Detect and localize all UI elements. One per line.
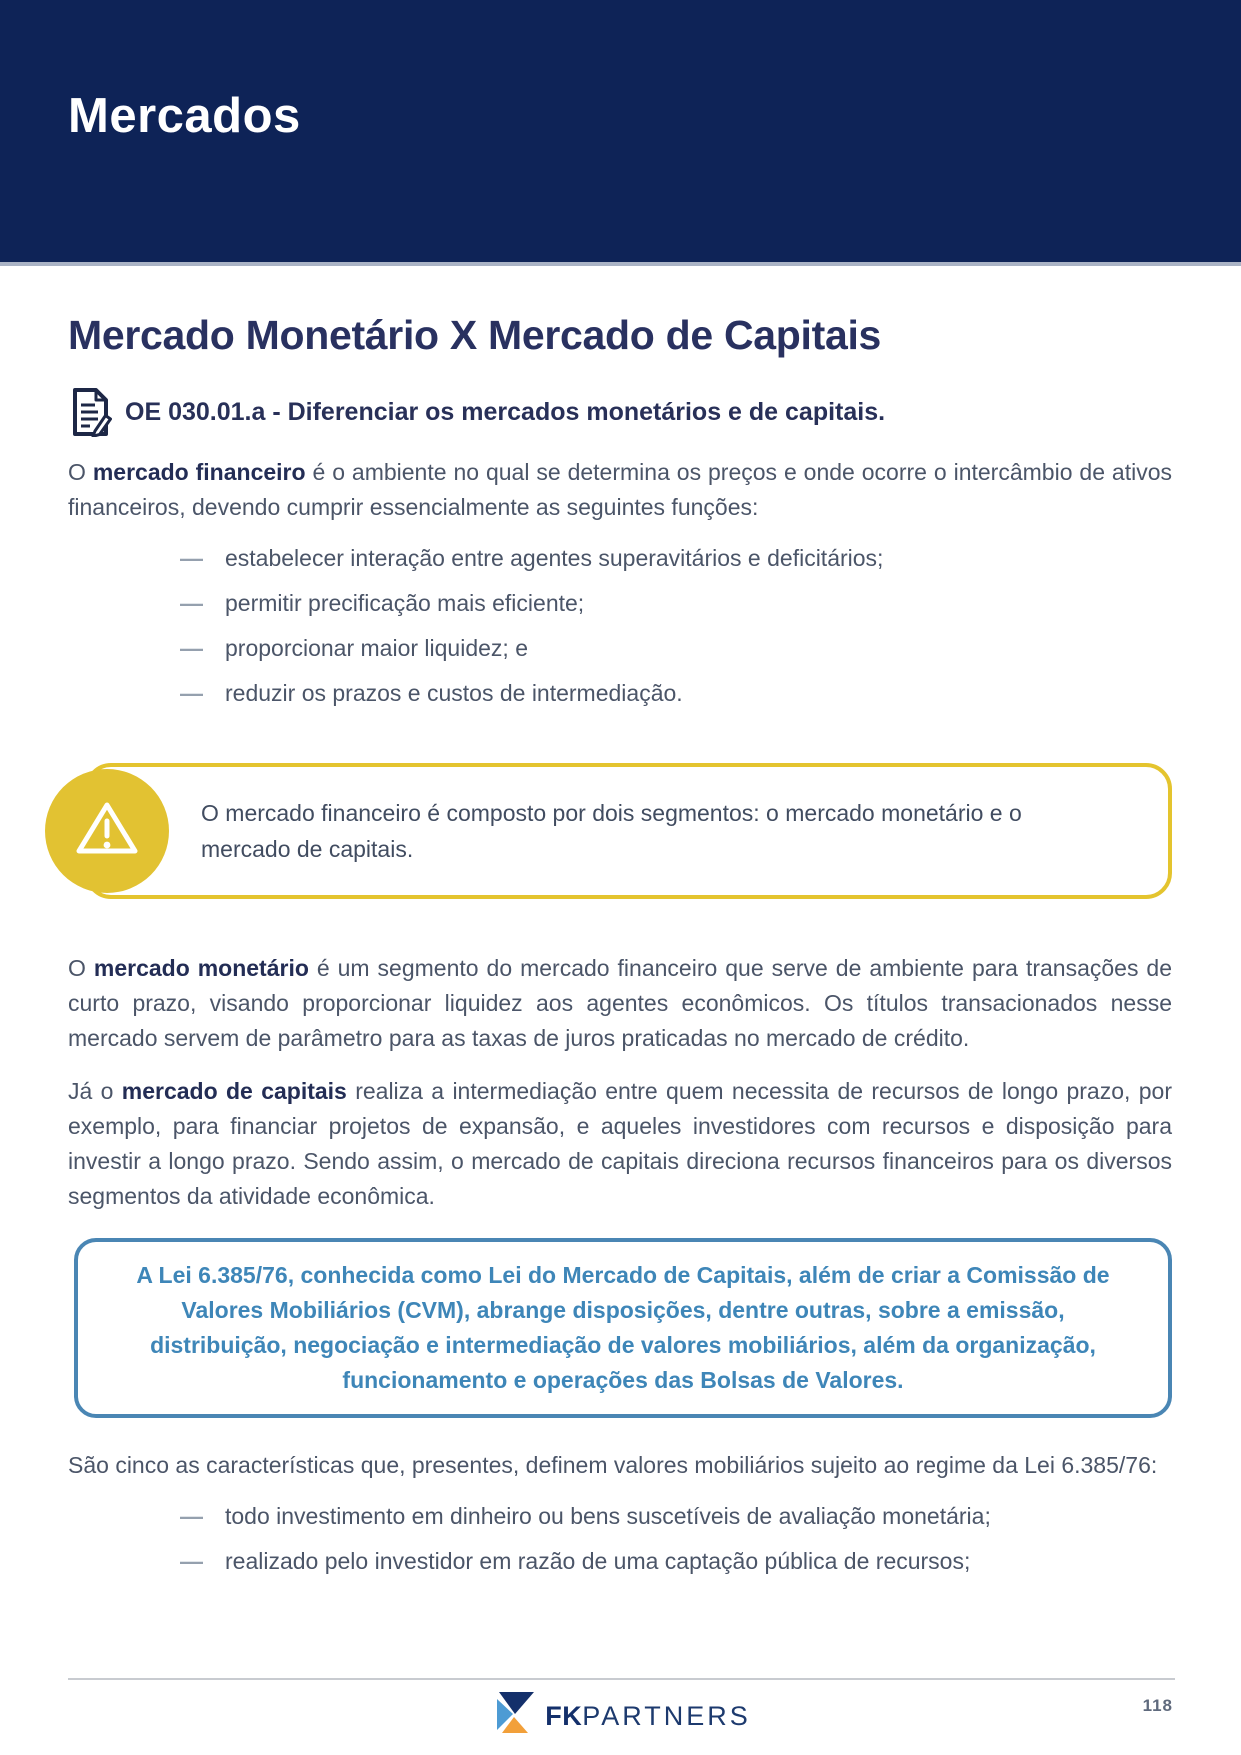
characteristics-list	[68, 1499, 1172, 1579]
section-title: Mercado Monetário X Mercado de Capitais	[68, 312, 882, 358]
warning-callout	[85, 763, 1172, 899]
bullet-dash-icon: —	[180, 1503, 203, 1529]
document-pencil-icon	[68, 387, 112, 437]
bold-term: mercado financeiro	[92, 459, 306, 485]
functions-list	[68, 541, 1172, 711]
list-item-text: reduzir os prazos e custos de intermediação.	[225, 680, 683, 706]
characteristics-intro-paragraph: São cinco as características que, presentes, definem valores mobiliários sujeito ao regime da Lei 6.385/76:	[68, 1452, 1158, 1478]
list-item	[68, 586, 1172, 621]
paragraph-text: realiza a intermediação entre quem necessita de recursos de longo prazo, por exemplo, para financiar projetos de expansão, e aqueles investidores com recursos e disposição para investir a longo prazo. Sendo assim, o mercado de capitais direciona recursos financeiros para os diversos segmentos da atividade econômica.	[68, 1078, 1172, 1209]
list-item	[68, 541, 1172, 576]
law-text: A	[136, 1262, 159, 1288]
bullet-dash-icon: —	[180, 590, 203, 616]
intro-paragraph	[68, 455, 1172, 525]
paragraph-text: Já o	[68, 1078, 122, 1104]
money-market-paragraph	[68, 951, 1172, 1056]
bold-term: mercado monetário	[93, 955, 309, 981]
capital-market-paragraph	[68, 1074, 1172, 1214]
list-item-text: realizado pelo investidor em razão de uma captação pública de recursos;	[225, 1548, 971, 1574]
page-header-band	[0, 0, 1241, 266]
paragraph-text: é um segmento do mercado financeiro que serve de ambiente para transações de curto prazo, visando proporcionar liquidez aos agentes econômicos. Os títulos transacionados nesse mercado servem de parâmetro para as taxas de juros praticadas no mercado de crédito.	[68, 955, 1173, 1051]
bullet-dash-icon: —	[180, 635, 203, 661]
paragraph-text: O	[68, 459, 93, 485]
fk-logo-mark-icon	[492, 1692, 534, 1741]
footer	[68, 1678, 1175, 1741]
warning-badge	[45, 769, 169, 893]
list-item-text: todo investimento em dinheiro ou bens suscetíveis de avaliação monetária;	[225, 1503, 991, 1529]
paragraph-text: O	[68, 955, 94, 981]
list-item	[68, 1544, 1172, 1579]
objective-row	[68, 387, 1172, 437]
objective-label: OE 030.01.a - Diferenciar os mercados monetários e de capitais.	[125, 397, 886, 426]
bold-term: mercado de capitais	[121, 1078, 347, 1104]
law-bold-term: Lei 6.385/76	[158, 1262, 288, 1288]
list-item-text: estabelecer interação entre agentes superavitários e deficitários;	[225, 545, 884, 571]
bullet-dash-icon: —	[180, 680, 203, 706]
bullet-dash-icon: —	[180, 1548, 203, 1574]
fk-logo	[68, 1692, 1175, 1741]
list-item-text: proporcionar maior liquidez; e	[225, 635, 528, 661]
list-item	[68, 676, 1172, 711]
bullet-dash-icon: —	[180, 545, 203, 571]
warning-text: O mercado financeiro é composto por dois segmentos: o mercado monetário e o mercado de capitais.	[201, 800, 1022, 862]
page-number: 118	[1142, 1696, 1173, 1715]
chapter-title: Mercados	[68, 89, 301, 143]
list-item	[68, 1499, 1172, 1534]
logo-text-partners: PARTNERS	[582, 1701, 751, 1731]
list-item-text: permitir precificação mais eficiente;	[225, 590, 585, 616]
logo-text-fk: FK	[545, 1701, 583, 1731]
paragraph-text: é o ambiente no qual se determina os preços e onde ocorre o intercâmbio de ativos financeiros, devendo cumprir essencialmente as seguintes funções:	[68, 459, 1172, 520]
warning-triangle-icon	[73, 798, 141, 865]
law-bold-term: Lei do Mercado de Capitais	[488, 1262, 787, 1288]
law-text: , conhecida como	[287, 1262, 489, 1288]
list-item	[68, 631, 1172, 666]
page-content	[0, 312, 1241, 1579]
law-callout	[74, 1238, 1172, 1418]
law-text: , além de criar a Comissão de Valores Mobiliários (CVM), abrange disposições, dentre outras, sobre a emissão, distribuição, negociação e intermediação de valores mobiliários, além da organização, funcionamento e operações das Bolsas de Valores.	[150, 1262, 1110, 1393]
